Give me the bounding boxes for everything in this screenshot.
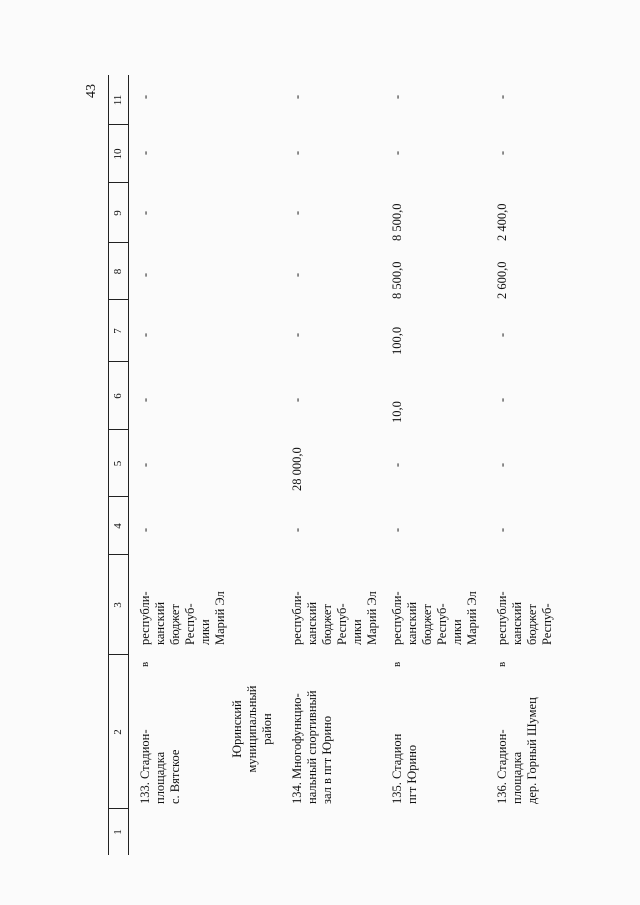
row-136-col7: - xyxy=(495,332,509,338)
row-135-col10: - xyxy=(390,150,404,156)
row-134-col7: - xyxy=(290,332,304,338)
row-133-col6: - xyxy=(138,397,152,403)
row-135-col4: - xyxy=(390,527,404,533)
row-136-name: 136. Стадион- площадка дер. Горный Шумец xyxy=(495,697,539,804)
column-number-11: 11 xyxy=(112,94,124,106)
row-133-source: республи- канский бюджет Респуб- лики Марий Эл xyxy=(138,591,227,645)
row-135-col5: - xyxy=(390,462,404,468)
row-135-name: 135. Стадион пгт Юрино xyxy=(390,733,419,804)
row-134-col6: - xyxy=(290,397,304,403)
column-number-1: 1 xyxy=(112,829,124,835)
table-frame xyxy=(100,35,620,855)
district-heading: Юринский муниципальный район xyxy=(230,685,274,773)
row-135-col11: - xyxy=(390,94,404,100)
row-134-source: республи- канский бюджет Респуб- лики Марий Эл xyxy=(290,591,379,645)
row-135-col6: 10,0 xyxy=(390,401,404,423)
column-number-2: 2 xyxy=(112,729,124,735)
row-135-col8: 8 500,0 xyxy=(390,261,404,299)
column-number-8: 8 xyxy=(112,268,124,275)
row-134-col10: - xyxy=(290,150,304,156)
row-133-col11: - xyxy=(138,94,152,100)
row-135-col9: 8 500,0 xyxy=(390,203,404,241)
row-135-source: республи- канский бюджет Респуб- лики Марий Эл xyxy=(390,591,479,645)
row-136-col9: 2 400,0 xyxy=(495,203,509,241)
column-number-7: 7 xyxy=(112,328,124,334)
row-133-col8: - xyxy=(138,272,152,278)
row-136-col10: - xyxy=(495,150,509,156)
row-136-col4: - xyxy=(495,527,509,533)
row-133-col5: - xyxy=(138,462,152,468)
row-136-col5: - xyxy=(495,462,509,468)
row-134-col9: - xyxy=(290,210,304,216)
row-133-mark: в xyxy=(139,661,151,667)
row-133-col7: - xyxy=(138,332,152,338)
column-number-10: 10 xyxy=(112,148,124,160)
row-133-col9: - xyxy=(138,210,152,216)
row-134-col11: - xyxy=(290,94,304,100)
row-134-col8: - xyxy=(290,272,304,278)
row-133-col4: - xyxy=(138,527,152,533)
header-bottom-border xyxy=(128,75,129,855)
row-134-name: 134. Многофункцио- нальный спортивный зал в пгт Юрино xyxy=(290,690,334,804)
column-number-4: 4 xyxy=(112,523,124,529)
row-135-col7: 100,0 xyxy=(390,326,404,355)
page-number: 43 xyxy=(84,84,99,98)
row-133-name: 133. Стадион- площадка с. Вятское xyxy=(138,729,182,804)
row-135-mark: в xyxy=(391,661,403,667)
row-136-col8: 2 600,0 xyxy=(495,261,509,299)
row-133-col10: - xyxy=(138,150,152,156)
column-number-3: 3 xyxy=(112,602,124,608)
row-134-col4: - xyxy=(290,527,304,533)
row-136-source: республи- канский бюджет Респуб- xyxy=(495,591,554,645)
column-number-5: 5 xyxy=(112,460,124,467)
row-134-col5: 28 000,0 xyxy=(290,447,304,491)
row-136-col11: - xyxy=(495,94,509,100)
row-136-mark: в xyxy=(496,661,508,667)
row-136-col6: - xyxy=(495,397,509,403)
column-number-9: 9 xyxy=(112,210,124,216)
column-number-6: 6 xyxy=(112,393,124,399)
